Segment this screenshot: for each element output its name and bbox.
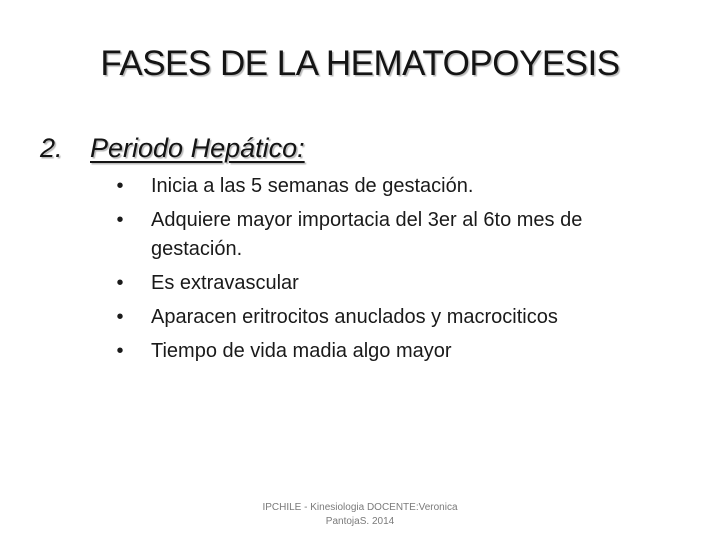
bullet-item bbox=[110, 206, 670, 264]
bullet-dot-icon: • bbox=[116, 306, 124, 328]
slide-title: FASES DE LA HEMATOPOYESIS bbox=[100, 44, 620, 83]
bullet-text: Aparacen eritrocitos anuclados y macrociticos bbox=[151, 306, 558, 328]
bullet-item bbox=[110, 172, 670, 201]
bullet-list bbox=[110, 172, 670, 371]
bullet-item bbox=[110, 337, 670, 366]
bullet-dot-icon: • bbox=[116, 340, 124, 362]
bullet-item bbox=[110, 303, 670, 332]
bullet-text: Inicia a las 5 semanas de gestación. bbox=[151, 175, 474, 197]
bullet-dot-icon: • bbox=[116, 209, 124, 231]
bullet-text: Es extravascular bbox=[151, 272, 299, 294]
section-label: Periodo Hepático: bbox=[90, 133, 305, 163]
footer-line-2: PantojaS. 2014 bbox=[325, 516, 395, 527]
section-heading bbox=[40, 133, 305, 164]
slide-footer bbox=[230, 501, 490, 529]
footer-line-1: IPCHILE - Kinesiologia DOCENTE:Veronica bbox=[262, 502, 458, 513]
bullet-item bbox=[110, 269, 670, 298]
bullet-text: Adquiere mayor importacia del 3er al 6to mes de gestación. bbox=[151, 209, 583, 260]
bullet-dot-icon: • bbox=[116, 272, 124, 294]
bullet-dot-icon: • bbox=[116, 175, 124, 197]
bullet-text: Tiempo de vida madia algo mayor bbox=[151, 340, 452, 362]
section-number: 2. bbox=[40, 133, 63, 163]
